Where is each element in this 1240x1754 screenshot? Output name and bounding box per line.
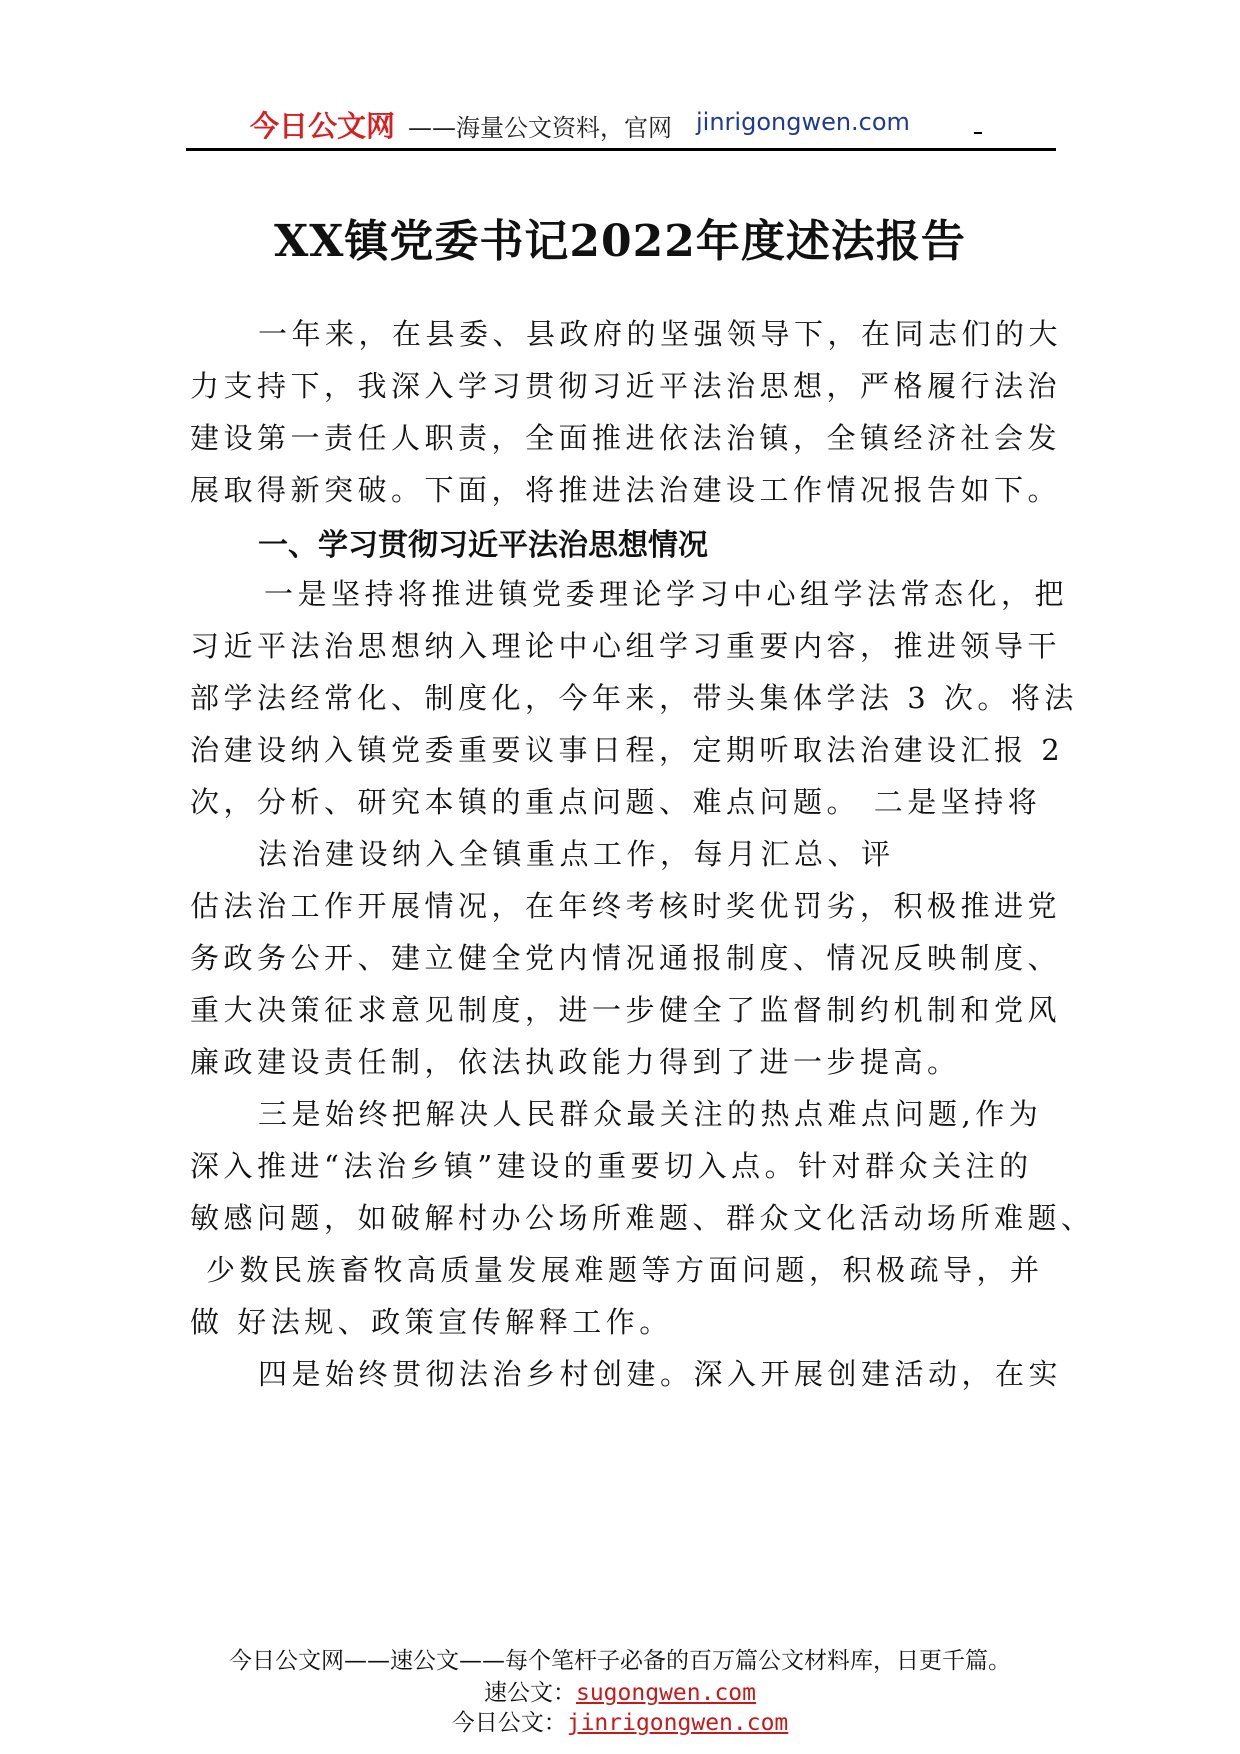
- footer-sugongwen-label: 速公文：: [483, 1680, 576, 1706]
- body-line: 次，分析、研究本镇的重点问题、难点问题。 二是坚持将: [190, 785, 1042, 819]
- body-line: 敏感问题，如破解村办公场所难题、群众文化活动场所难题、: [190, 1201, 1095, 1235]
- header-divider: [186, 148, 1056, 151]
- header-brand: 今日公文网: [250, 109, 396, 143]
- body-line: 估法治工作开展情况，在年终考核时奖优罚劣，积极推进党: [190, 889, 1062, 923]
- body-line: 力支持下，我深入学习贯彻习近平法治思想，严格履行法治: [190, 369, 1062, 403]
- footer-slogan: 今日公文网——速公文——每个笔杆子必备的百万篇公文材料库，日更千篇。: [229, 1648, 1011, 1674]
- body-line: 建设第一责任人职责，全面推进依法治镇，全镇经济社会发: [190, 421, 1062, 455]
- body-line: 习近平法治思想纳入理论中心组学习重要内容，推进领导干: [190, 629, 1062, 663]
- footer-sugongwen: [0, 1674, 1240, 1707]
- body-line: 深入推进“法治乡镇”建设的重要切入点。针对群众关注的: [190, 1149, 1033, 1183]
- body-line: 三是始终把解决人民群众最关注的热点难点问题,作为: [258, 1097, 1043, 1131]
- body-line: 法治建设纳入全镇重点工作，每月汇总、评: [258, 837, 895, 871]
- body-line: 一年来，在县委、县政府的坚强领导下，在同志们的大: [258, 317, 1063, 351]
- body-line: 四是始终贯彻法治乡村创建。深入开展创建活动，在实: [258, 1357, 1063, 1391]
- header-mark: [974, 132, 982, 134]
- body-line: 治建设纳入镇党委重要议事日程，定期听取法治建设汇报 2: [190, 733, 1065, 767]
- body-line: 少数民族畜牧高质量发展难题等方面问题，积极疏导，并: [206, 1253, 1044, 1287]
- header-tagline: ——海量公文资料，官网: [408, 114, 672, 142]
- body-line: 部学法经常化、制度化，今年来，带头集体学法 3 次。将法: [190, 681, 1078, 715]
- header-url-link[interactable]: jinrigongwen.com: [696, 108, 910, 136]
- body-line: 廉政建设责任制，依法执政能力得到了进一步提高。: [190, 1045, 961, 1079]
- body-line: 做 好法规、政策宣传解释工作。: [190, 1305, 673, 1339]
- body-line: 展取得新突破。下面，将推进法治建设工作情况报告如下。: [190, 473, 1062, 507]
- body-line: 重大决策征求意见制度，进一步健全了监督制约机制和党风: [190, 993, 1062, 1027]
- document-title: XX镇党委书记2022年度述法报告: [274, 216, 966, 267]
- footer-jinrigongwen-link[interactable]: jinrigongwen.com: [566, 1710, 789, 1736]
- footer-jinrigongwen-label: 今日公文：: [451, 1710, 567, 1736]
- body-line: 一是坚持将推进镇党委理论学习中心组学法常态化，把: [264, 577, 1069, 611]
- footer-jinrigongwen: [0, 1704, 1240, 1737]
- section-heading: 一、学习贯彻习近平法治思想情况: [258, 528, 708, 563]
- footer-sugongwen-link[interactable]: sugongwen.com: [575, 1680, 756, 1706]
- page-header: [186, 104, 1056, 144]
- body-line: 务政务公开、建立健全党内情况通报制度、情况反映制度、: [190, 941, 1062, 975]
